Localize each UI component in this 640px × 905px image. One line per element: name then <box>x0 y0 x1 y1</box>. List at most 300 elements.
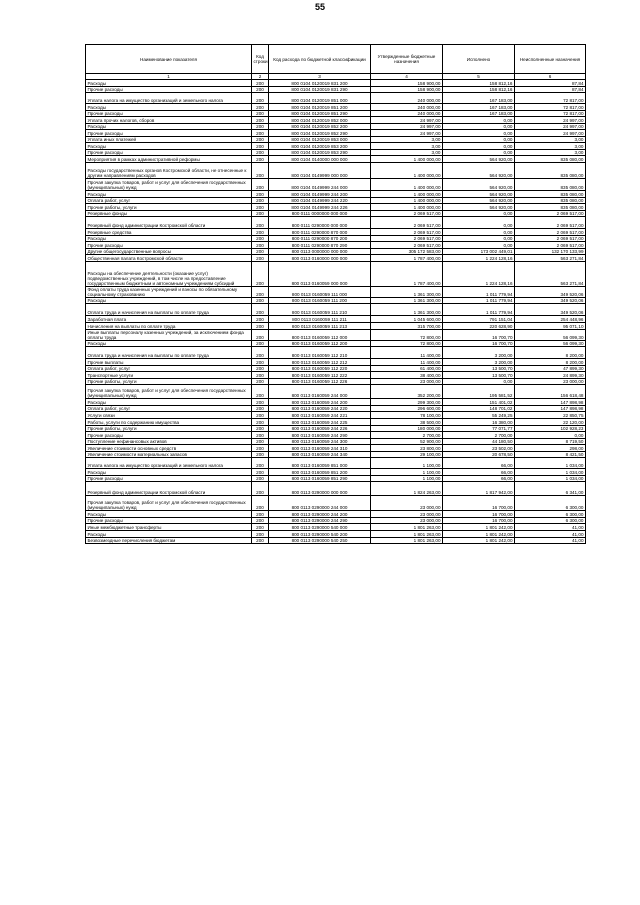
line-code: 200 <box>252 475 269 482</box>
budget-code: 800 0113 0160059 851 000 <box>269 458 371 469</box>
column-number: 6 <box>515 74 586 80</box>
approved-amount: 315 700,00 <box>371 323 443 330</box>
line-code: 200 <box>252 123 269 130</box>
budget-code: 800 0104 0120019 851 000 <box>269 93 371 104</box>
executed-amount: 1 817 942,00 <box>443 482 515 496</box>
executed-amount: 167 183,00 <box>443 93 515 104</box>
unexecuted-amount: 349 520,06 <box>515 297 586 304</box>
executed-amount: 1 011 779,94 <box>443 286 515 297</box>
indicator-name: Транспортные услуги <box>86 372 252 379</box>
budget-code: 800 0111 0290000 870 200 <box>269 235 371 242</box>
unexecuted-amount: 349 520,06 <box>515 286 586 297</box>
unexecuted-amount: 254 448,96 <box>515 316 586 323</box>
executed-amount: 564 920,00 <box>443 156 515 163</box>
unexecuted-amount: 87,84 <box>515 80 586 87</box>
executed-amount: 20 678,50 <box>443 451 515 458</box>
approved-amount: 23 000,00 <box>371 378 443 385</box>
line-code: 200 <box>252 537 269 544</box>
indicator-name: Расходы <box>86 530 252 537</box>
column-number: 2 <box>252 74 269 80</box>
executed-amount: 173 002 449,01 <box>443 248 515 255</box>
table-row <box>86 286 586 297</box>
indicator-name: Прочие расходы <box>86 475 252 482</box>
column-number: 3 <box>269 74 371 80</box>
line-code: 200 <box>252 385 269 399</box>
approved-amount: 1 361 300,00 <box>371 304 443 316</box>
approved-amount: 52 900,00 <box>371 438 443 445</box>
indicator-name: Оплата работ, услуг <box>86 365 252 372</box>
table-row <box>86 385 586 399</box>
budget-code: 800 0113 0160059 244 221 <box>269 412 371 419</box>
executed-amount: 791 151,04 <box>443 316 515 323</box>
line-code: 200 <box>252 229 269 236</box>
line-code: 200 <box>252 412 269 419</box>
executed-amount: 66,00 <box>443 469 515 476</box>
budget-code: 800 0111 0290000 000 000 <box>269 217 371 229</box>
budget-code: 800 0113 0000000 000 000 <box>269 248 371 255</box>
budget-code: 800 0104 0149999 244 200 <box>269 191 371 198</box>
unexecuted-amount: 87,84 <box>515 86 586 93</box>
line-code: 200 <box>252 156 269 163</box>
line-code: 200 <box>252 469 269 476</box>
line-code: 200 <box>252 359 269 366</box>
line-code: 200 <box>252 149 269 156</box>
approved-amount: 1 400 000,00 <box>371 191 443 198</box>
header-row <box>86 45 586 74</box>
executed-amount: 16 700,00 <box>443 517 515 524</box>
approved-amount: 78 100,00 <box>371 412 443 419</box>
approved-amount: 1 787 400,00 <box>371 255 443 262</box>
budget-code: 800 0113 0160059 244 220 <box>269 405 371 412</box>
approved-amount: 24 997,00 <box>371 117 443 124</box>
budget-code: 800 0113 0290000 540 000 <box>269 524 371 531</box>
line-code: 200 <box>252 340 269 347</box>
budget-code: 800 0113 0160059 112 220 <box>269 365 371 372</box>
line-code: 200 <box>252 405 269 412</box>
executed-amount: 167 183,00 <box>443 104 515 111</box>
executed-amount: 1 224 128,16 <box>443 261 515 286</box>
indicator-name: Уплата прочих налогов, сборов <box>86 117 252 124</box>
budget-code: 800 0104 0120019 852 000 <box>269 117 371 124</box>
line-code: 200 <box>252 378 269 385</box>
table-row <box>86 217 586 229</box>
unexecuted-amount: 95 071,10 <box>515 323 586 330</box>
unexecuted-amount: 6 300,00 <box>515 496 586 511</box>
line-code: 200 <box>252 524 269 531</box>
approved-amount: 38 500,00 <box>371 418 443 425</box>
indicator-name: Уплата налога на имущество организаций и земельного налога <box>86 458 252 469</box>
line-code: 200 <box>252 93 269 104</box>
line-code: 200 <box>252 304 269 316</box>
executed-amount: 1 011 779,94 <box>443 304 515 316</box>
line-code: 200 <box>252 451 269 458</box>
unexecuted-amount: 3,00 <box>515 149 586 156</box>
executed-amount: 0,00 <box>443 130 515 137</box>
approved-amount: 23 000,00 <box>371 496 443 511</box>
unexecuted-amount: 2 069 517,00 <box>515 229 586 236</box>
approved-amount: 1 400 000,00 <box>371 163 443 179</box>
unexecuted-amount: 835 080,00 <box>515 204 586 211</box>
budget-code: 800 0113 0290000 540 250 <box>269 537 371 544</box>
executed-amount: 3 200,00 <box>443 359 515 366</box>
approved-amount: 3,00 <box>371 136 443 143</box>
indicator-name: Уплата иных платежей <box>86 136 252 143</box>
table-row <box>86 255 586 262</box>
executed-amount: 44 180,50 <box>443 438 515 445</box>
indicator-name: Другие общегосударственные вопросы <box>86 248 252 255</box>
budget-code: 800 0113 0160059 244 000 <box>269 385 371 399</box>
executed-amount: 0,00 <box>443 378 515 385</box>
executed-amount: 564 920,00 <box>443 204 515 211</box>
unexecuted-amount: 41,00 <box>515 530 586 537</box>
budget-code: 800 0104 0120019 831 290 <box>269 86 371 93</box>
unexecuted-amount: 72 817,00 <box>515 110 586 117</box>
unexecuted-amount: 147 898,98 <box>515 405 586 412</box>
indicator-name: Расходы <box>86 297 252 304</box>
unexecuted-amount: 24 997,00 <box>515 123 586 130</box>
budget-code: 800 0104 0120019 853 000 <box>269 136 371 143</box>
indicator-name: Поступление нефинансовых активов <box>86 438 252 445</box>
unexecuted-amount: 22 120,00 <box>515 418 586 425</box>
header-executed: Исполнено <box>443 45 515 74</box>
budget-code: 800 0104 0149999 244 000 <box>269 179 371 191</box>
executed-amount: 0,00 <box>443 229 515 236</box>
unexecuted-amount: 563 271,84 <box>515 261 586 286</box>
approved-amount: 299 300,00 <box>371 399 443 406</box>
approved-amount: 24 997,00 <box>371 130 443 137</box>
indicator-name: Расходы <box>86 80 252 87</box>
indicator-name: Расходы <box>86 123 252 130</box>
approved-amount: 158 900,00 <box>371 86 443 93</box>
line-code: 200 <box>252 261 269 286</box>
executed-amount: 16 700,70 <box>443 329 515 340</box>
approved-amount: 2 069 517,00 <box>371 235 443 242</box>
indicator-name: Прочая закупка товаров, работ и услуг для обеспечения государственных (муниципальных) нужд <box>86 496 252 511</box>
line-code: 200 <box>252 286 269 297</box>
unexecuted-amount: 41,00 <box>515 537 586 544</box>
unexecuted-amount: 47 899,30 <box>515 365 586 372</box>
approved-amount: 2 069 517,00 <box>371 242 443 249</box>
unexecuted-amount: 41,00 <box>515 524 586 531</box>
indicator-name: Резервные фонды <box>86 210 252 217</box>
budget-code: 800 0113 0160059 111 200 <box>269 297 371 304</box>
line-code: 200 <box>252 163 269 179</box>
executed-amount: 3 200,00 <box>443 347 515 359</box>
line-code: 200 <box>252 235 269 242</box>
indicator-name: Прочие расходы <box>86 517 252 524</box>
unexecuted-amount: 72 817,00 <box>515 93 586 104</box>
executed-amount: 1 801 242,00 <box>443 524 515 531</box>
approved-amount: 24 997,00 <box>371 123 443 130</box>
unexecuted-amount: 1 034,00 <box>515 458 586 469</box>
unexecuted-amount: 835 080,00 <box>515 191 586 198</box>
budget-code: 800 0104 0120019 831 200 <box>269 80 371 87</box>
unexecuted-amount: 835 080,00 <box>515 179 586 191</box>
budget-code: 800 0113 0160059 111 211 <box>269 316 371 323</box>
table-row <box>86 329 586 340</box>
line-code: 200 <box>252 323 269 330</box>
line-code: 200 <box>252 191 269 198</box>
approved-amount: 1 045 600,00 <box>371 316 443 323</box>
executed-amount: 564 920,00 <box>443 191 515 198</box>
unexecuted-amount: 6 300,00 <box>515 517 586 524</box>
line-code: 200 <box>252 117 269 124</box>
indicator-name: Работы, услуги по содержанию имущества <box>86 418 252 425</box>
table-row <box>86 179 586 191</box>
approved-amount: 1 801 263,00 <box>371 530 443 537</box>
executed-amount: 0,00 <box>443 149 515 156</box>
approved-amount: 11 400,00 <box>371 347 443 359</box>
budget-code: 800 0111 0290000 870 000 <box>269 229 371 236</box>
line-code: 200 <box>252 496 269 511</box>
unexecuted-amount: 0,00 <box>515 432 586 439</box>
budget-code: 800 0113 0160059 112 222 <box>269 372 371 379</box>
budget-code: 800 0113 0160059 111 213 <box>269 323 371 330</box>
unexecuted-amount: 835 080,00 <box>515 197 586 204</box>
column-number: 5 <box>443 74 515 80</box>
line-code: 200 <box>252 80 269 87</box>
executed-amount: 16 700,00 <box>443 511 515 518</box>
approved-amount: 72 800,00 <box>371 329 443 340</box>
indicator-name: Резервный фонд администрации Костромской области <box>86 217 252 229</box>
unexecuted-amount: 835 080,00 <box>515 156 586 163</box>
indicator-name: Прочие расходы <box>86 86 252 93</box>
line-code: 200 <box>252 297 269 304</box>
approved-amount: 61 400,00 <box>371 365 443 372</box>
indicator-name: Прочие работы, услуги <box>86 204 252 211</box>
approved-amount: 240 000,00 <box>371 93 443 104</box>
budget-code: 800 0104 0120019 853 290 <box>269 149 371 156</box>
budget-code: 800 0113 0290000 540 200 <box>269 530 371 537</box>
executed-amount: 151 401,02 <box>443 399 515 406</box>
budget-code: 800 0113 0160059 112 000 <box>269 329 371 340</box>
unexecuted-amount: 3,00 <box>515 143 586 150</box>
unexecuted-amount: 8 719,50 <box>515 438 586 445</box>
executed-amount: 195 581,52 <box>443 385 515 399</box>
line-code: 200 <box>252 511 269 518</box>
unexecuted-amount: 2 069 517,00 <box>515 217 586 229</box>
table-row <box>86 248 586 255</box>
executed-amount: 55 249,25 <box>443 412 515 419</box>
budget-code: 800 0113 0160059 112 200 <box>269 340 371 347</box>
line-code: 200 <box>252 248 269 255</box>
line-code: 200 <box>252 136 269 143</box>
executed-amount: 13 500,70 <box>443 372 515 379</box>
budget-code: 800 0113 0160059 244 290 <box>269 432 371 439</box>
budget-code: 800 0113 0160059 111 000 <box>269 286 371 297</box>
approved-amount: 2 069 517,00 <box>371 210 443 217</box>
budget-code: 800 0113 0290000 244 200 <box>269 511 371 518</box>
unexecuted-amount: 24 997,00 <box>515 117 586 124</box>
executed-amount: 1 011 779,94 <box>443 297 515 304</box>
approved-amount: 1 361 300,00 <box>371 297 443 304</box>
indicator-name: Увеличение стоимости основных средств <box>86 445 252 452</box>
approved-amount: 3,00 <box>371 143 443 150</box>
executed-amount: 66,00 <box>443 475 515 482</box>
indicator-name: Оплата работ, услуг <box>86 405 252 412</box>
line-code: 200 <box>252 179 269 191</box>
budget-code: 800 0113 0290000 244 000 <box>269 496 371 511</box>
header-unexecuted: Неисполненные назначения <box>515 45 586 74</box>
column-number: 1 <box>86 74 252 80</box>
table-row <box>86 323 586 330</box>
page-number: 55 <box>314 2 325 12</box>
approved-amount: 29 100,00 <box>371 451 443 458</box>
indicator-name: Прочая закупка товаров, работ и услуг для обеспечения государственных (муниципальных) нужд <box>86 179 252 191</box>
unexecuted-amount: 156 618,48 <box>515 385 586 399</box>
line-code: 200 <box>252 365 269 372</box>
unexecuted-amount: 3,00 <box>515 136 586 143</box>
unexecuted-amount: 1 034,00 <box>515 469 586 476</box>
executed-amount: 0,00 <box>443 210 515 217</box>
line-code: 200 <box>252 458 269 469</box>
approved-amount: 1 400 000,00 <box>371 156 443 163</box>
indicator-name: Расходы <box>86 235 252 242</box>
indicator-name: Услуги связи <box>86 412 252 419</box>
approved-amount: 1 100,00 <box>371 469 443 476</box>
unexecuted-amount: 102 928,23 <box>515 425 586 432</box>
line-code: 200 <box>252 445 269 452</box>
line-code: 200 <box>252 418 269 425</box>
table-row <box>86 451 586 458</box>
executed-amount: 564 920,00 <box>443 197 515 204</box>
indicator-name: Расходы государственных органов Костромской области, не отнесенные к другим направлениям расходов <box>86 163 252 179</box>
approved-amount: 1 400 000,00 <box>371 179 443 191</box>
unexecuted-amount: 6 341,00 <box>515 482 586 496</box>
indicator-name: Расходы на обеспечение деятельности (оказание услуг) подведомственных учреждений, в том числе на предоставление государственным бюджетным и автономным учреждениям субсидий <box>86 261 252 286</box>
executed-amount: 0,00 <box>443 242 515 249</box>
executed-amount: 148 701,02 <box>443 405 515 412</box>
approved-amount: 1 787 400,00 <box>371 261 443 286</box>
executed-amount: 1 801 242,00 <box>443 530 515 537</box>
column-number: 4 <box>371 74 443 80</box>
indicator-name: Начисления на выплаты по оплате труда <box>86 323 252 330</box>
indicator-name: Резервные средства <box>86 229 252 236</box>
approved-amount: 240 000,00 <box>371 110 443 117</box>
unexecuted-amount: 22 850,75 <box>515 412 586 419</box>
line-code: 200 <box>252 372 269 379</box>
unexecuted-amount: 56 099,30 <box>515 340 586 347</box>
budget-code: 800 0104 0149999 244 220 <box>269 197 371 204</box>
budget-code: 800 0113 0160059 244 310 <box>269 445 371 452</box>
budget-code: 800 0104 0120019 851 290 <box>269 110 371 117</box>
executed-amount: 77 071,77 <box>443 425 515 432</box>
budget-code: 800 0104 0140000 000 000 <box>269 156 371 163</box>
executed-amount: 564 920,00 <box>443 163 515 179</box>
indicator-name: Заработная плата <box>86 316 252 323</box>
executed-amount: 16 700,70 <box>443 340 515 347</box>
unexecuted-amount: 56 099,30 <box>515 329 586 340</box>
budget-code: 800 0113 0160059 112 210 <box>269 347 371 359</box>
executed-amount: 0,00 <box>443 217 515 229</box>
indicator-name: Мероприятия в рамках административной реформы <box>86 156 252 163</box>
line-code: 200 <box>252 482 269 496</box>
approved-amount: 23 800,00 <box>371 445 443 452</box>
budget-code: 800 0113 0160059 851 200 <box>269 469 371 476</box>
indicator-name: Оплата труда и начисления на выплаты по оплате труда <box>86 347 252 359</box>
approved-amount: 2 700,00 <box>371 432 443 439</box>
table-row <box>86 496 586 511</box>
budget-code: 800 0111 0000000 000 000 <box>269 210 371 217</box>
budget-code: 800 0104 0120019 852 290 <box>269 130 371 137</box>
line-code: 200 <box>252 517 269 524</box>
table-row <box>86 458 586 469</box>
executed-amount: 2 700,00 <box>443 432 515 439</box>
table-row <box>86 163 586 179</box>
line-code: 200 <box>252 210 269 217</box>
budget-code: 800 0104 0120019 852 200 <box>269 123 371 130</box>
approved-amount: 1 361 300,00 <box>371 286 443 297</box>
budget-code: 800 0113 0160059 244 226 <box>269 425 371 432</box>
header-line-code: Код строки <box>252 45 269 74</box>
indicator-name: Увеличение стоимости материальных запасов <box>86 451 252 458</box>
executed-amount: 13 500,70 <box>443 365 515 372</box>
indicator-name: Иные межбюджетные трансферты <box>86 524 252 531</box>
indicator-name: Фонд оплаты труда казенных учреждений и взносы по обязательному социальному страхованию <box>86 286 252 297</box>
approved-amount: 180 000,00 <box>371 425 443 432</box>
table-row <box>86 445 586 452</box>
table-row <box>86 156 586 163</box>
indicator-name: Общественная палата Костромской области <box>86 255 252 262</box>
line-code: 200 <box>252 217 269 229</box>
budget-code: 800 0104 0149999 244 226 <box>269 204 371 211</box>
executed-amount: 167 183,00 <box>443 110 515 117</box>
budget-code: 800 0113 0160059 244 300 <box>269 438 371 445</box>
executed-amount: 158 812,16 <box>443 80 515 87</box>
approved-amount: 2 069 517,00 <box>371 217 443 229</box>
executed-amount: 0,00 <box>443 117 515 124</box>
approved-amount: 158 900,00 <box>371 80 443 87</box>
header-indicator-name: Наименование показателя <box>86 45 252 74</box>
executed-amount: 23 502,00 <box>443 445 515 452</box>
executed-amount: 16 700,00 <box>443 496 515 511</box>
line-code: 200 <box>252 104 269 111</box>
unexecuted-amount: 24 899,30 <box>515 372 586 379</box>
executed-amount: 0,00 <box>443 136 515 143</box>
unexecuted-amount: 2 069 517,00 <box>515 235 586 242</box>
budget-code: 800 0104 0120019 853 200 <box>269 143 371 150</box>
approved-amount: 1 400 000,00 <box>371 204 443 211</box>
table-row <box>86 304 586 316</box>
indicator-name: Прочие расходы <box>86 149 252 156</box>
indicator-name: Расходы <box>86 469 252 476</box>
indicator-name: Оплата труда и начисления на выплаты по оплате труда <box>86 304 252 316</box>
table-row <box>86 524 586 531</box>
unexecuted-amount: 349 520,06 <box>515 304 586 316</box>
approved-amount: 352 200,00 <box>371 385 443 399</box>
indicator-name: Прочие работы, услуги <box>86 378 252 385</box>
executed-amount: 158 812,16 <box>443 86 515 93</box>
approved-amount: 11 400,00 <box>371 359 443 366</box>
budget-code: 800 0104 0120019 851 200 <box>269 104 371 111</box>
indicator-name: Расходы <box>86 340 252 347</box>
approved-amount: 2 069 517,00 <box>371 229 443 236</box>
unexecuted-amount: 8 200,00 <box>515 347 586 359</box>
indicator-name: Расходы <box>86 191 252 198</box>
indicator-name: Оплата работ, услуг <box>86 197 252 204</box>
indicator-name: Резервный фонд администрации Костромской области <box>86 482 252 496</box>
unexecuted-amount: 298,00 <box>515 445 586 452</box>
executed-amount: 564 920,00 <box>443 179 515 191</box>
approved-amount: 1 801 263,00 <box>371 537 443 544</box>
budget-code: 800 0113 0160059 244 225 <box>269 418 371 425</box>
unexecuted-amount: 24 997,00 <box>515 130 586 137</box>
line-code: 200 <box>252 438 269 445</box>
unexecuted-amount: 835 080,00 <box>515 163 586 179</box>
budget-code: 800 0113 0290000 000 000 <box>269 482 371 496</box>
line-code: 200 <box>252 204 269 211</box>
approved-amount: 305 172 583,00 <box>371 248 443 255</box>
